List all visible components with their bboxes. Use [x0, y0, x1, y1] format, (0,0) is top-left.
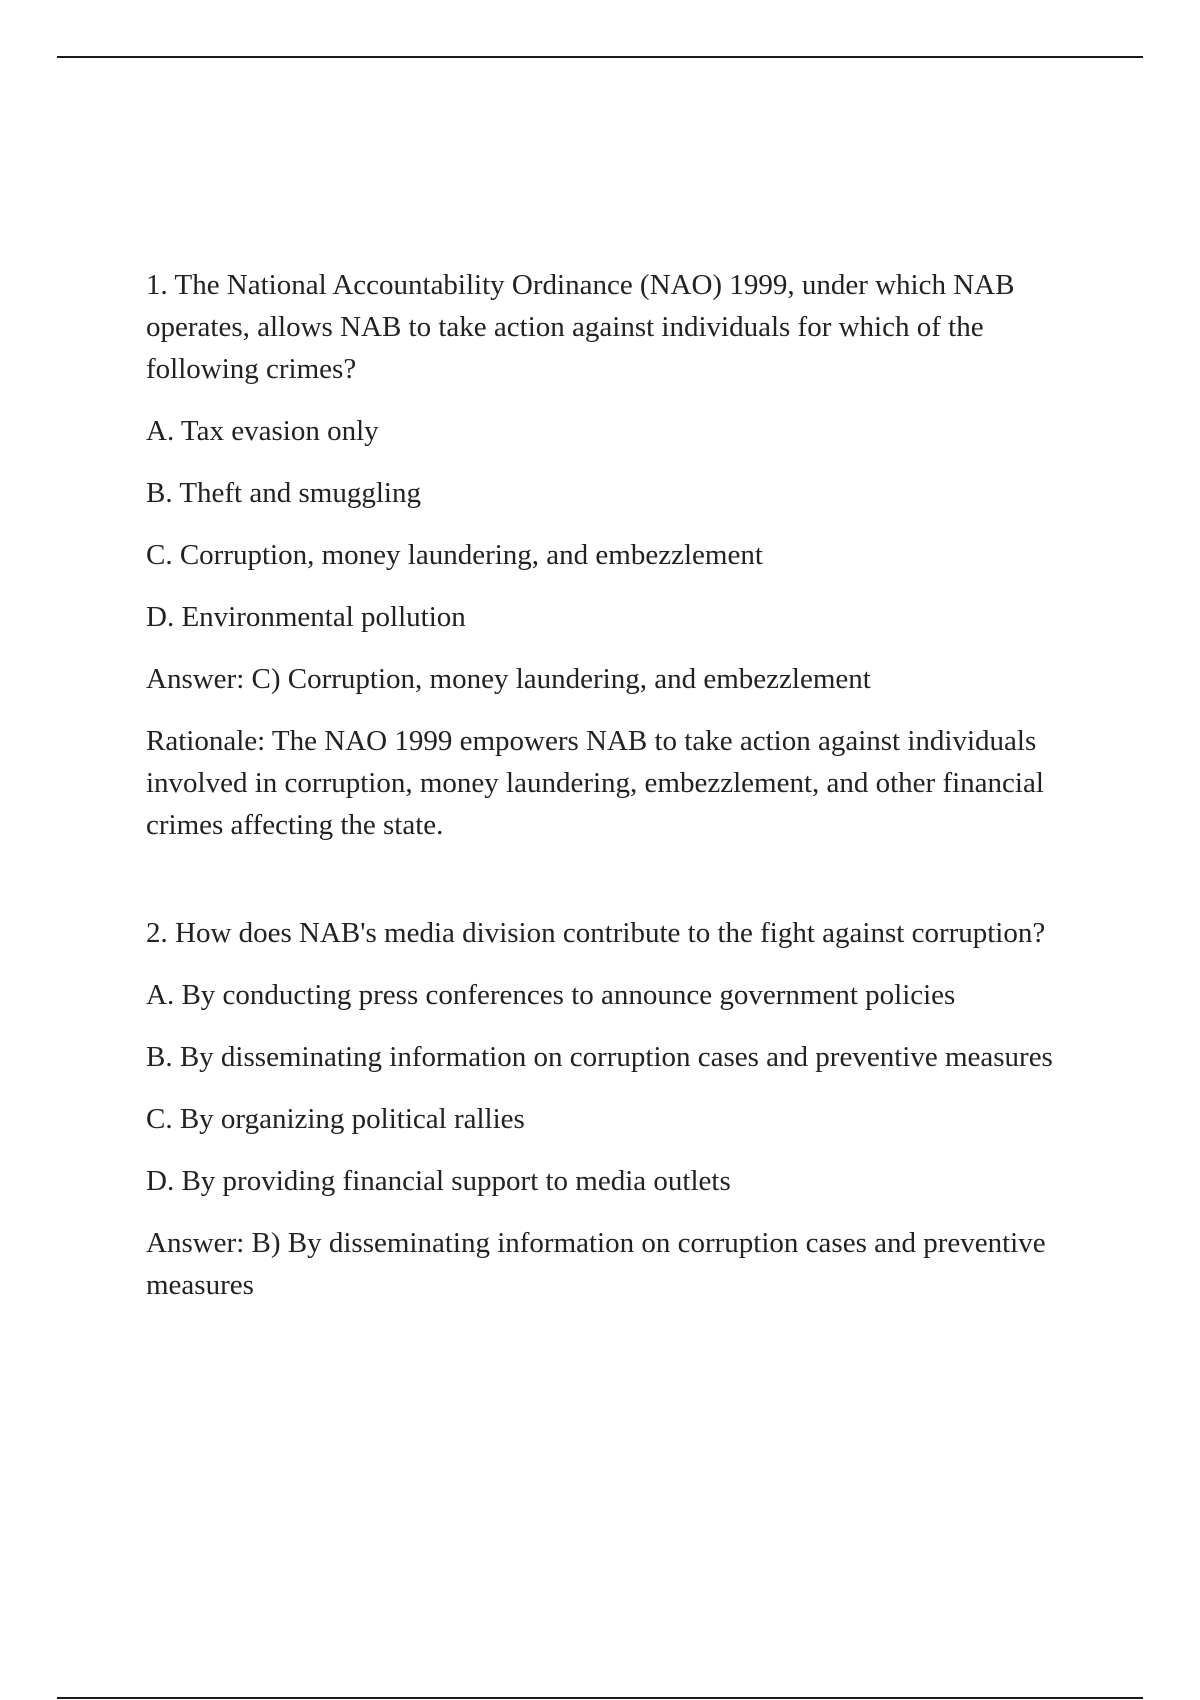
question-block-2	[146, 912, 1086, 1306]
rationale-text: Rationale: The NAO 1999 empowers NAB to take action against individuals involved in corruption, money laundering, embezzlement, and other financial crimes affecting the state.	[146, 725, 1044, 841]
question-text: 1. The National Accountability Ordinance (NAO) 1999, under which NAB operates, allows NAB to take action against individuals for which of the following crimes?	[146, 269, 1015, 385]
option-b: B. By disseminating information on corruption cases and preventive measures	[146, 1041, 1053, 1073]
header-rule	[57, 56, 1143, 58]
option-c: C. Corruption, money laundering, and embezzlement	[146, 539, 763, 571]
option-a: A. Tax evasion only	[146, 415, 379, 447]
question-text: 2. How does NAB's media division contribute to the fight against corruption?	[146, 917, 1046, 949]
answer-text: Answer: C) Corruption, money laundering, and embezzlement	[146, 663, 871, 695]
answer-text: Answer: B) By disseminating information on corruption cases and preventive measures	[146, 1227, 1046, 1301]
document-body	[146, 264, 1086, 1326]
footer-rule	[57, 1697, 1143, 1699]
option-b: B. Theft and smuggling	[146, 477, 421, 509]
option-c: C. By organizing political rallies	[146, 1103, 525, 1135]
option-d: D. Environmental pollution	[146, 601, 466, 633]
question-block-1	[146, 264, 1086, 846]
option-d: D. By providing financial support to media outlets	[146, 1165, 731, 1197]
option-a: A. By conducting press conferences to announce government policies	[146, 979, 956, 1011]
